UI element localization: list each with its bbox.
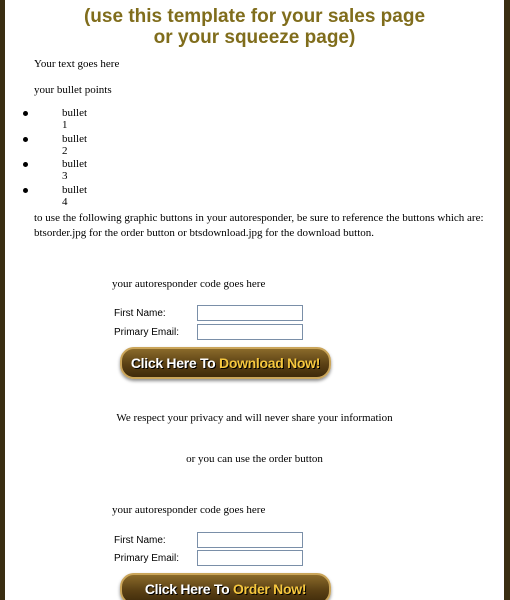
headline-line-1: (use this template for your sales page: [83, 6, 426, 27]
bullet-dot-icon: [23, 111, 28, 116]
page-content: [5, 0, 504, 600]
download-now-button[interactable]: [120, 347, 331, 379]
headline-line-2: or your squeeze page): [153, 27, 356, 48]
button-instructions: to use the following graphic buttons in your autoresponder, be sure to reference the buttons which are: btsorder.jpg for the order button or btsdownload.jpg for the download button.: [34, 212, 484, 239]
button-highlight-text: Order Now!: [232, 581, 307, 597]
bullet-text: bullet 1: [62, 107, 88, 131]
first-name-label: First Name:: [114, 308, 166, 319]
order-button-note: or you can use the order button: [186, 453, 323, 465]
bullet-text: bullet 2: [62, 132, 88, 157]
bullet-dot-icon: [23, 137, 28, 142]
email-label: Primary Email:: [114, 327, 180, 338]
email-input[interactable]: [197, 550, 303, 566]
first-name-input[interactable]: [197, 532, 303, 548]
first-name-input[interactable]: [197, 305, 303, 321]
bullet-dot-icon: [23, 162, 28, 167]
autoresponder-code-note: your autoresponder code goes here: [112, 504, 266, 516]
bullet-text: bullet 4: [62, 183, 88, 208]
bullet-text: bullet 3: [62, 158, 88, 183]
email-label: Primary Email:: [114, 553, 180, 564]
button-main-text: Click Here To: [130, 355, 220, 371]
page-headline: [5, 6, 504, 48]
privacy-note: We respect your privacy and will never share your information: [116, 412, 393, 424]
order-now-button[interactable]: [120, 573, 331, 600]
bullet-dot-icon: [23, 188, 28, 193]
first-name-label: First Name:: [114, 535, 166, 546]
button-highlight-text: Download Now!: [219, 355, 321, 371]
intro-text: Your text goes here: [34, 58, 120, 70]
button-main-text: Click Here To: [144, 581, 233, 597]
bullets-heading: your bullet points: [34, 84, 112, 96]
autoresponder-code-note: your autoresponder code goes here: [112, 278, 266, 290]
email-input[interactable]: [197, 324, 303, 340]
